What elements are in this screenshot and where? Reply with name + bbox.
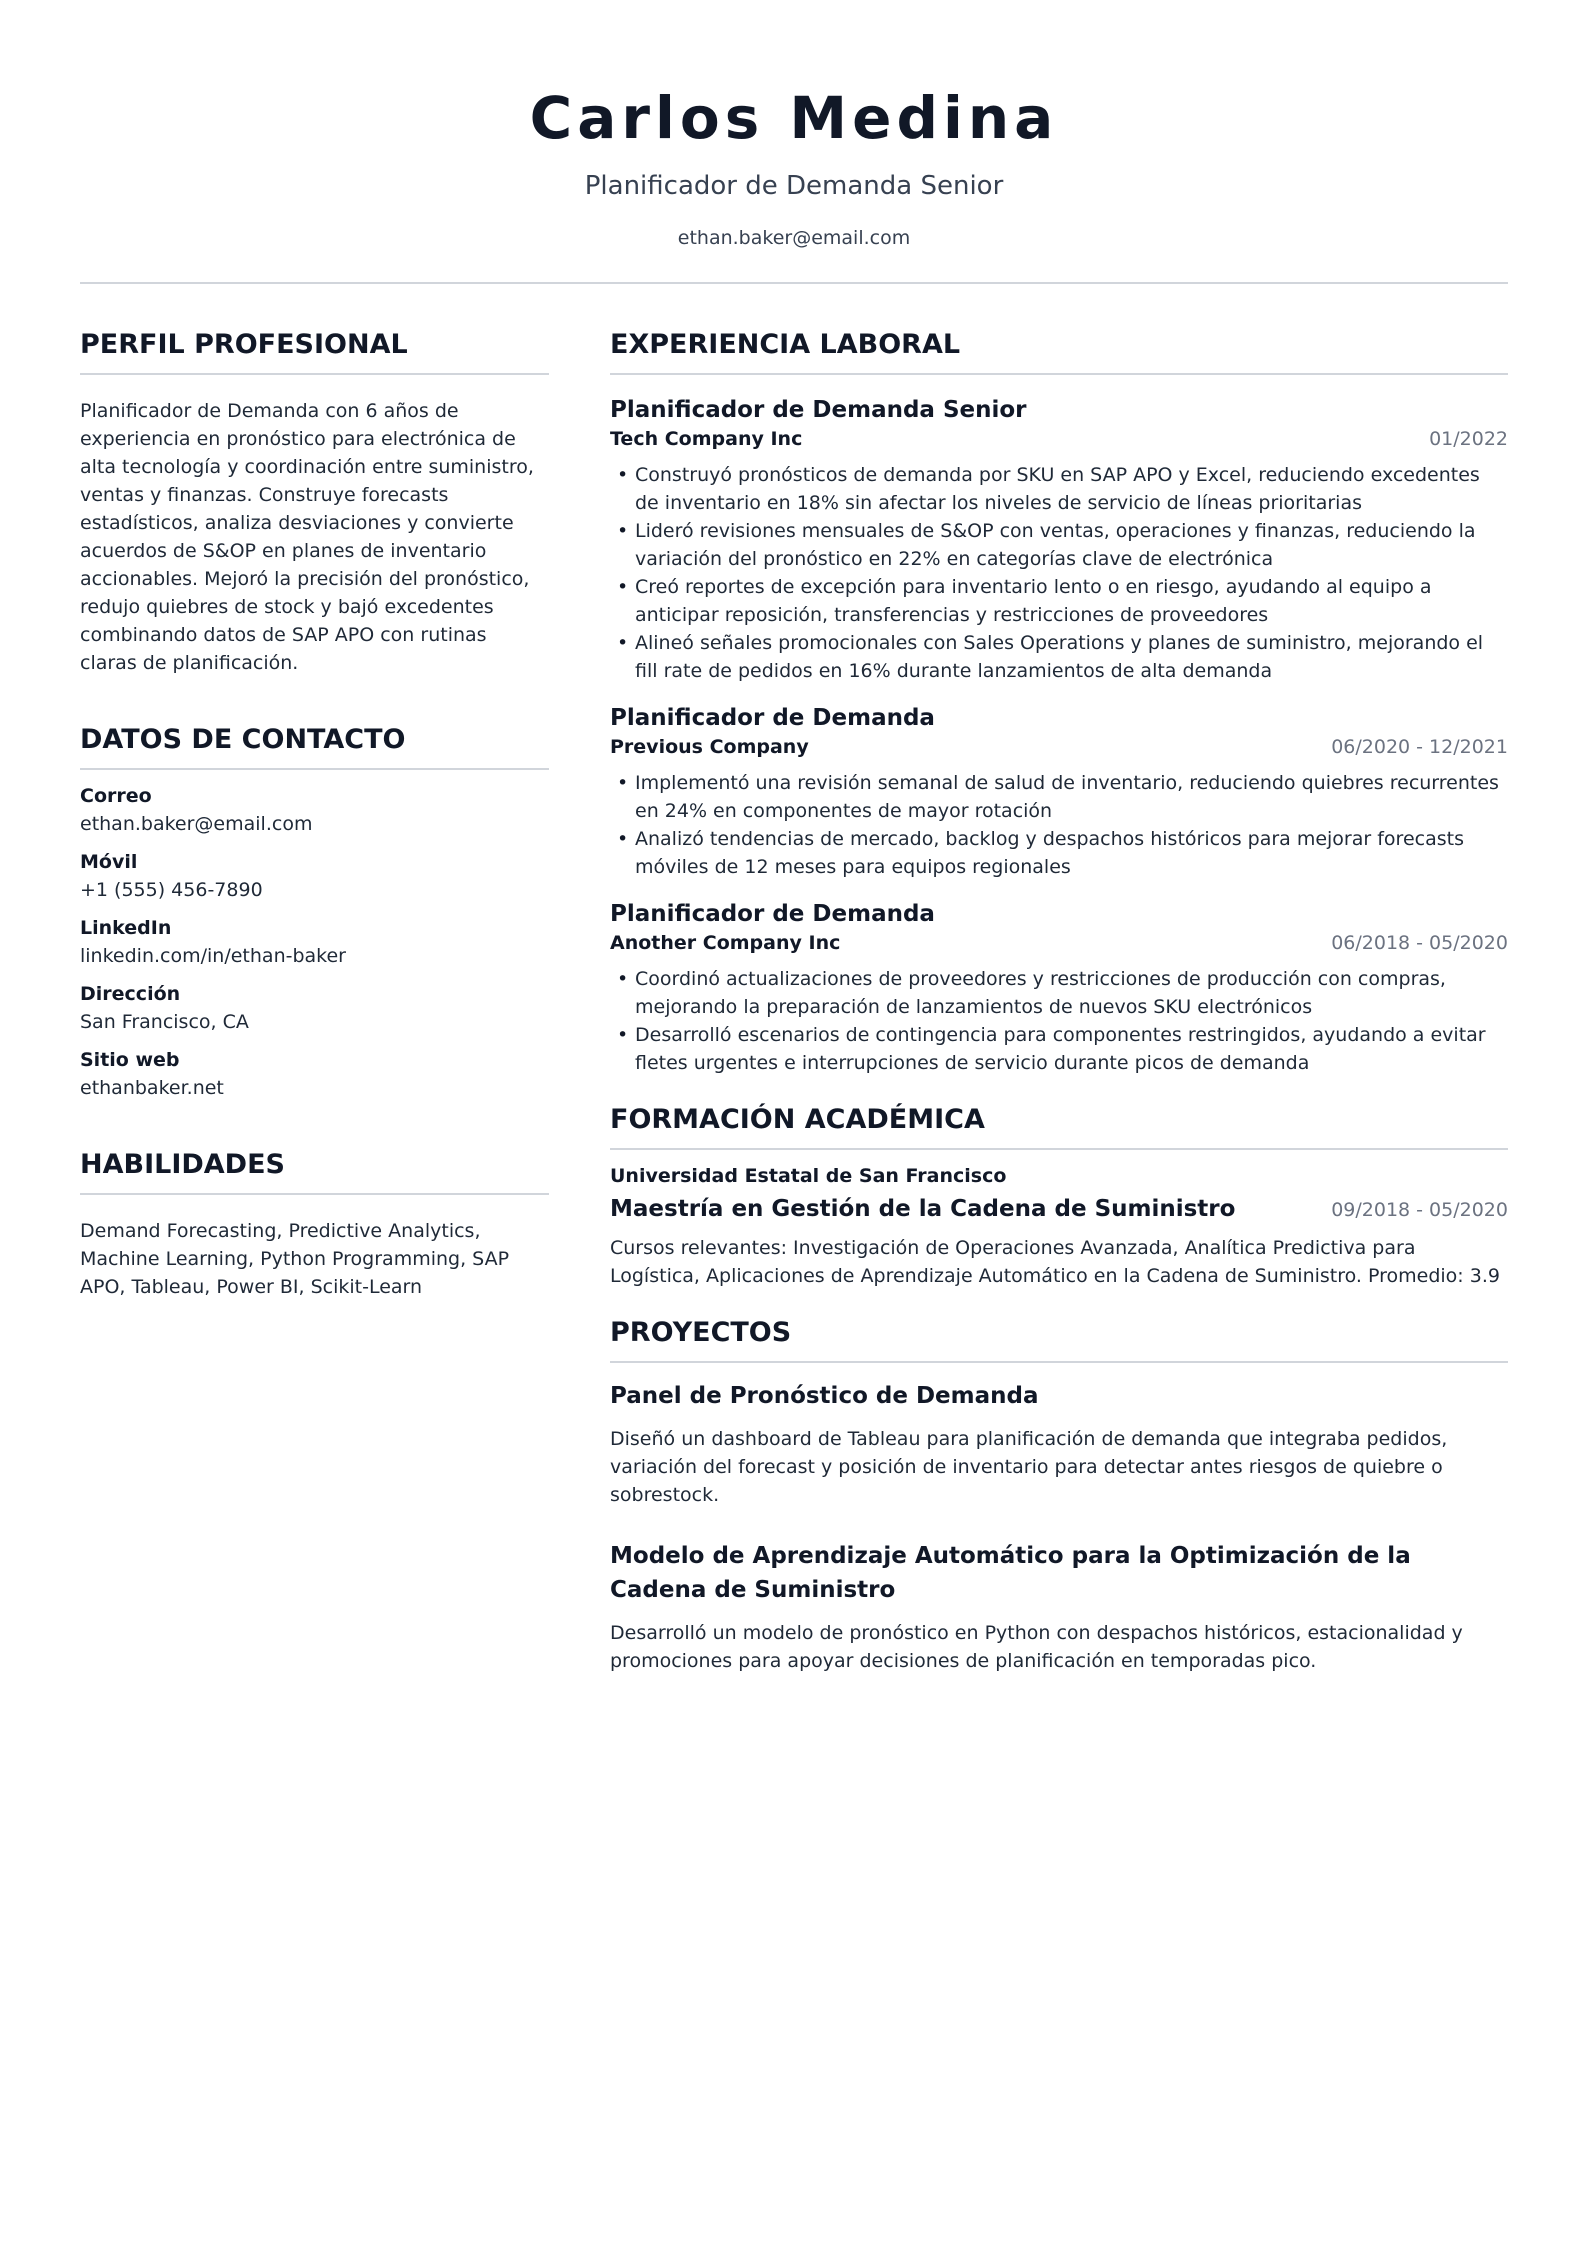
job-bullets [610,965,1508,1077]
job-meta [610,929,1508,957]
skills-section [80,1148,549,1301]
job-bullets [610,461,1508,685]
contact-label-email: Correo [80,785,152,807]
left-column [80,328,549,1701]
education-date: 09/2018 - 05/2020 [1331,1199,1508,1221]
candidate-title: Planificador de Demanda Senior [584,171,1004,201]
profile-heading: PERFIL PROFESIONAL [80,328,549,375]
contact-label-address: Dirección [80,983,181,1005]
skills-text: Demand Forecasting, Predictive Analytics, Machine Learning, Python Programming, SAP APO, Tableau, Power BI, Scikit-Learn [80,1220,510,1298]
education-section [610,1103,1508,1290]
contact-label-linkedin: LinkedIn [80,917,172,939]
project-title: Panel de Pronóstico de Demanda [610,1383,1039,1409]
skills-heading: HABILIDADES [80,1148,549,1195]
education-meta [610,1194,1508,1224]
job-entry [610,395,1508,685]
contact-label-phone: Móvil [80,851,138,873]
contact-section [80,723,549,1102]
education-school: Universidad Estatal de San Francisco [610,1165,1007,1187]
right-column [610,328,1508,1701]
contact-value-website: ethanbaker.net [80,1077,224,1099]
job-date: 01/2022 [1429,428,1508,450]
experience-section [610,328,1508,1077]
project-description: Diseñó un dashboard de Tableau para planificación de demanda que integraba pedidos, variación del forecast y posición de inventario para detectar antes riesgos de quiebre o sobrestock. [610,1428,1448,1506]
project-description: Desarrolló un modelo de pronóstico en Python con despachos históricos, estacionalidad y promociones para apoyar decisiones de planificación en temporadas pico. [610,1622,1463,1672]
job-bullet: • Desarrolló escenarios de contingencia para componentes restringidos, ayudando a evitar fletes urgentes e interrupciones de servicio durante picos de demanda [635,1021,1508,1077]
job-meta [610,425,1508,453]
job-date: 06/2020 - 12/2021 [1331,736,1508,758]
job-bullet: • Implementó una revisión semanal de salud de inventario, reduciendo quiebres recurrentes en 24% en componentes de mayor rotación [635,769,1508,825]
contact-value-phone: +1 (555) 456-7890 [80,879,263,901]
job-bullet: • Lideró revisiones mensuales de S&OP con ventas, operaciones y finanzas, reduciendo la variación del pronóstico en 22% en categorías clave de electrónica [635,517,1508,573]
header-email: ethan.baker@email.com [677,227,911,249]
job-company: Tech Company Inc [610,428,803,450]
profile-text: Planificador de Demanda con 6 años de experiencia en pronóstico para electrónica de alta tecnología y coordinación entre suministro, ventas y finanzas. Construye forecasts estadísticos, analiza desviaciones y convierte acuerdos de S&OP en planes de inventario accionables. Mejoró la precisión del pronóstico, redujo quiebres de stock y bajó excedentes combinando datos de SAP APO con rutinas claras de planificación. [80,400,534,674]
job-entry [610,899,1508,1077]
contact-value-address: San Francisco, CA [80,1011,249,1033]
education-heading: FORMACIÓN ACADÉMICA [610,1103,1508,1150]
job-bullet: • Coordinó actualizaciones de proveedores y restricciones de producción con compras, mejorando la preparación de lanzamientos de nuevos SKU electrónicos [635,965,1508,1021]
candidate-name: Carlos Medina [529,84,1059,152]
header-divider [80,282,1508,284]
job-bullet: • Analizó tendencias de mercado, backlog y despachos históricos para mejorar forecasts móviles de 12 meses para equipos regionales [635,825,1508,881]
job-entry [610,703,1508,881]
job-meta [610,733,1508,761]
resume-header [80,0,1508,250]
projects-section [610,1316,1508,1675]
contact-list [80,782,549,1102]
experience-heading: EXPERIENCIA LABORAL [610,328,1508,375]
project-entry [610,1539,1508,1675]
job-title: Planificador de Demanda [610,705,935,731]
profile-section [80,328,549,677]
job-bullet: • Creó reportes de excepción para inventario lento o en riesgo, ayudando al equipo a anticipar reposición, transferencias y restricciones de proveedores [635,573,1508,629]
contact-value-linkedin: linkedin.com/in/ethan-baker [80,945,346,967]
projects-heading: PROYECTOS [610,1316,1508,1363]
education-description: Cursos relevantes: Investigación de Operaciones Avanzada, Analítica Predictiva para Logística, Aplicaciones de Aprendizaje Automático en la Cadena de Suministro. Promedio: 3.9 [610,1237,1500,1287]
contact-heading: DATOS DE CONTACTO [80,723,549,770]
job-title: Planificador de Demanda [610,901,935,927]
job-date: 06/2018 - 05/2020 [1331,932,1508,954]
project-title: Modelo de Aprendizaje Automático para la Optimización de la Cadena de Suministro [610,1543,1411,1603]
contact-value-email: ethan.baker@email.com [80,813,313,835]
job-company: Another Company Inc [610,932,841,954]
education-degree: Maestría en Gestión de la Cadena de Suministro [610,1196,1236,1222]
project-entry [610,1379,1508,1509]
resume-columns [80,328,1508,1701]
job-bullet: • Construyó pronósticos de demanda por SKU en SAP APO y Excel, reduciendo excedentes de inventario en 18% sin afectar los niveles de servicio de líneas prioritarias [635,461,1508,517]
job-bullets [610,769,1508,881]
job-bullet: • Alineó señales promocionales con Sales Operations y planes de suministro, mejorando el fill rate de pedidos en 16% durante lanzamientos de alta demanda [635,629,1508,685]
job-title: Planificador de Demanda Senior [610,397,1027,423]
job-company: Previous Company [610,736,809,758]
contact-label-website: Sitio web [80,1049,180,1071]
